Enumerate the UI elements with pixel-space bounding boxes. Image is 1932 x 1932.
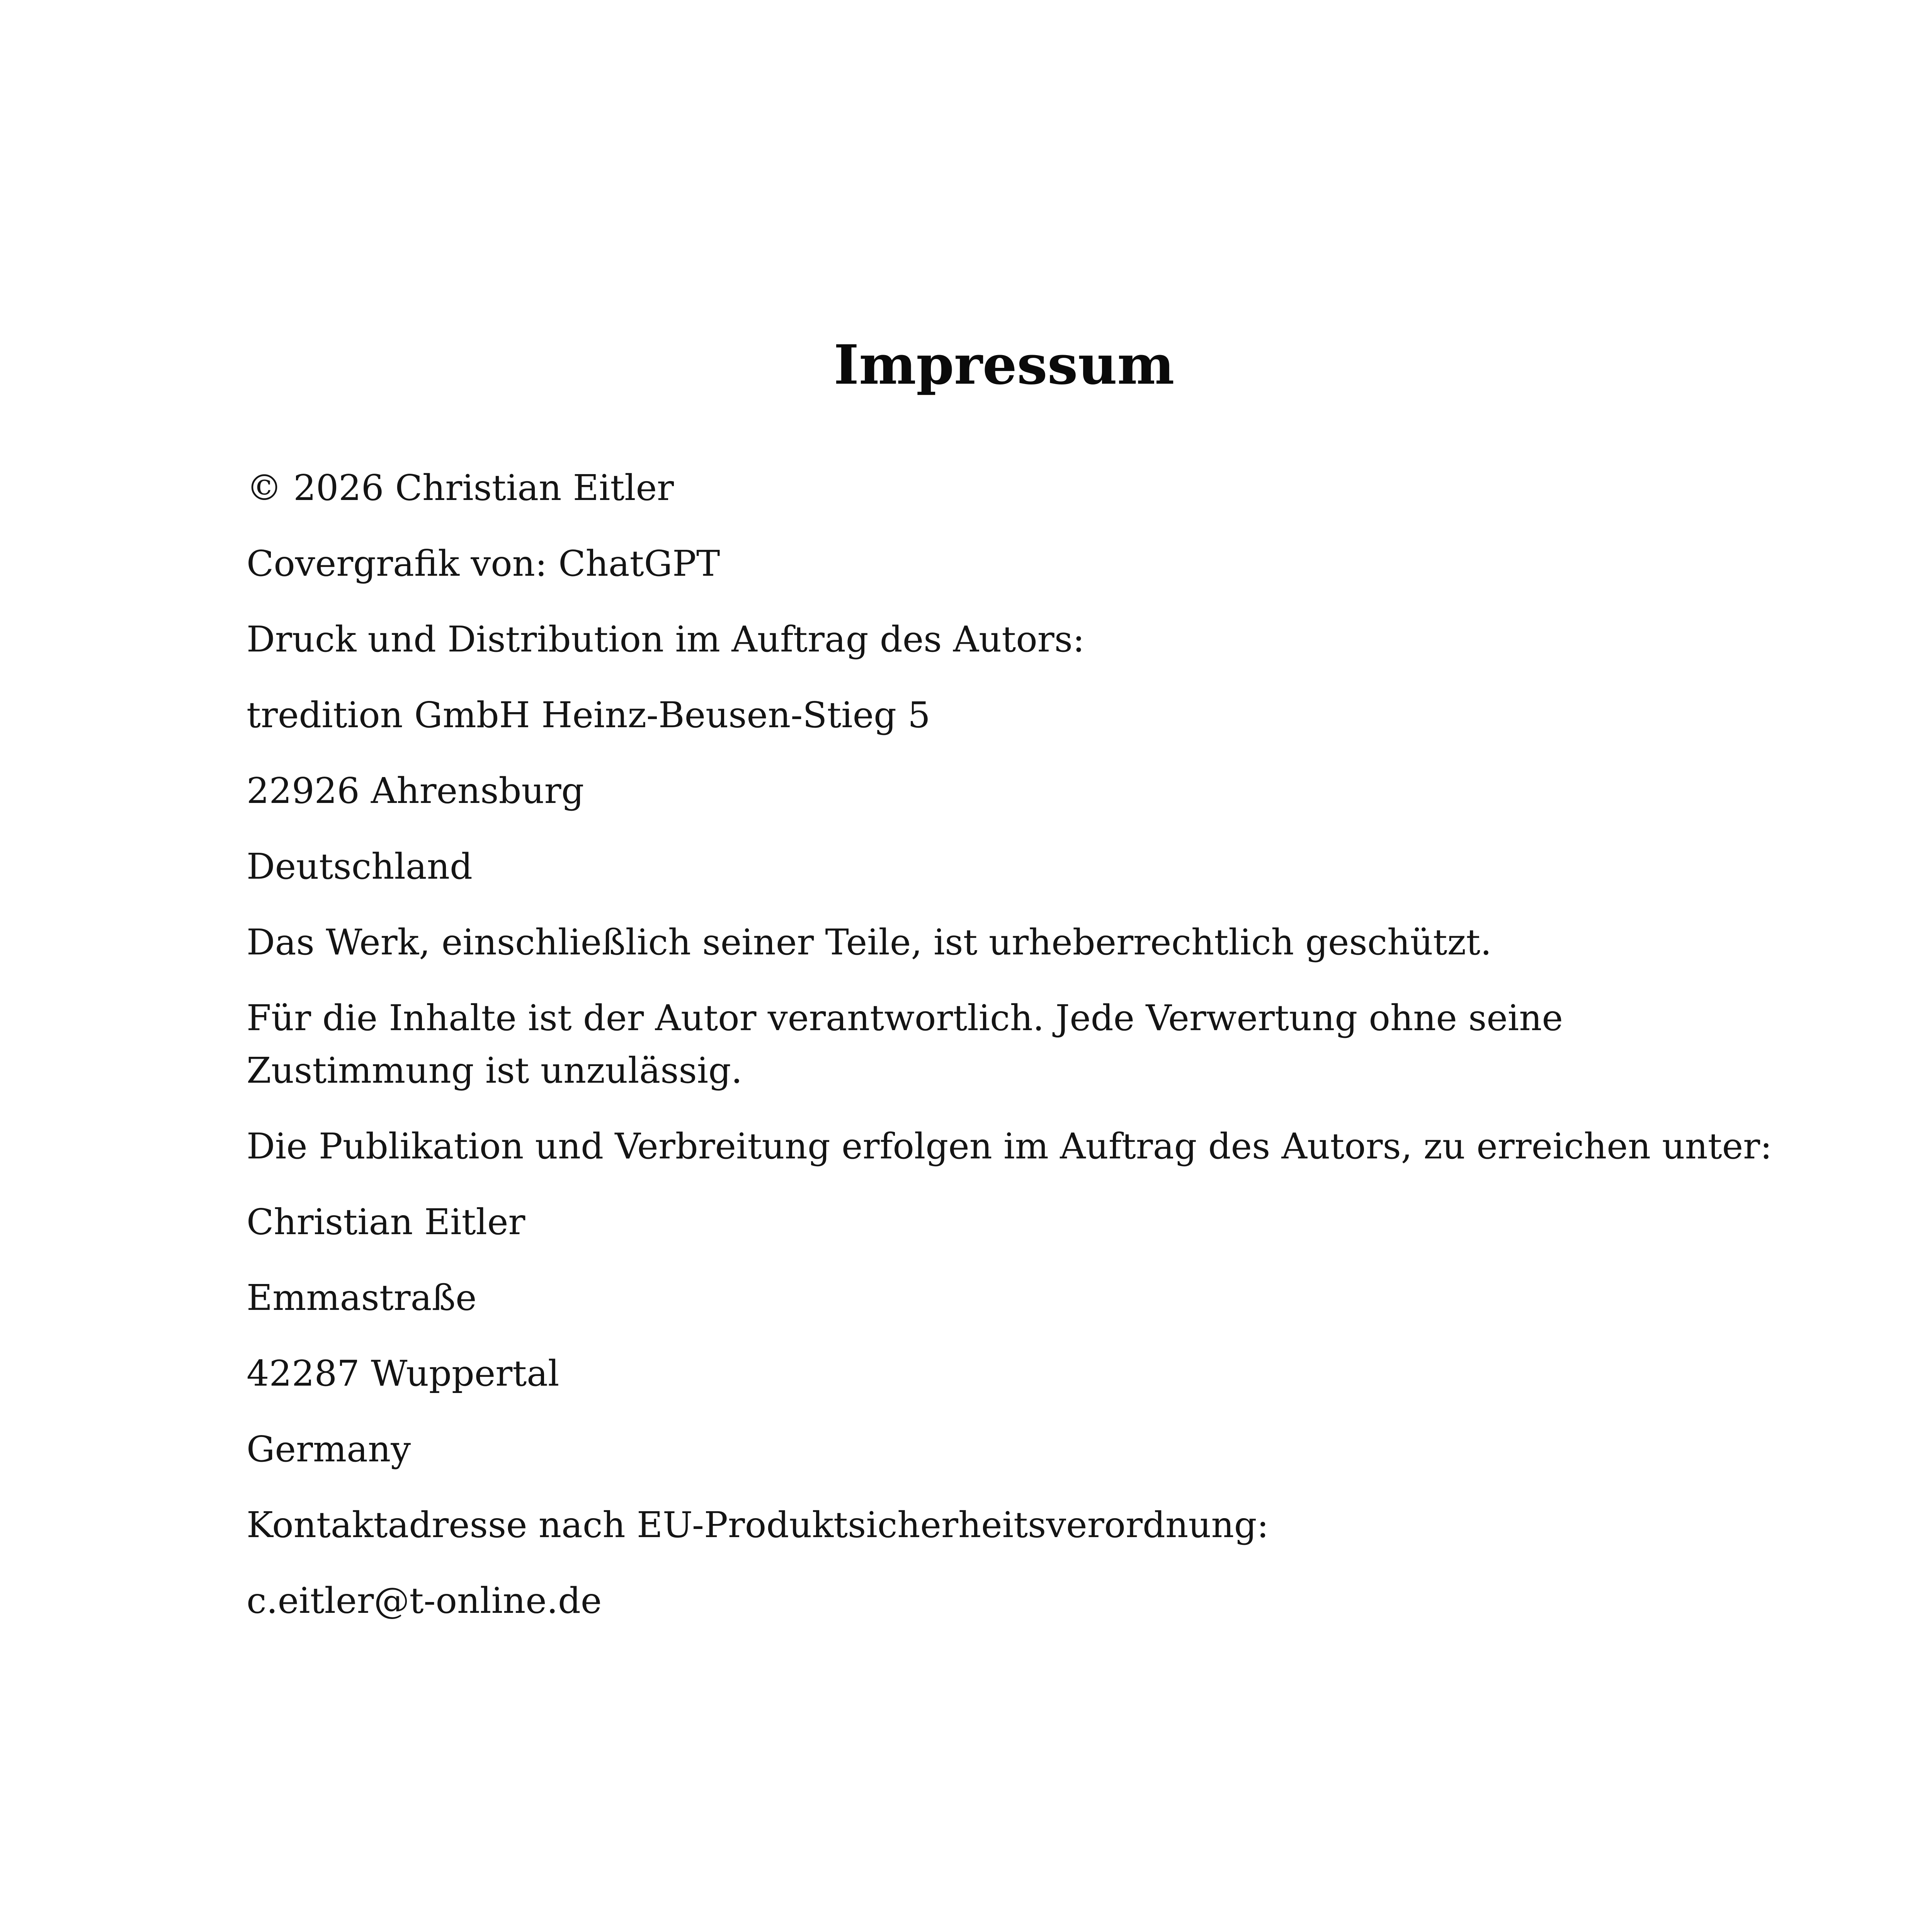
publisher-address-country: Deutschland (247, 846, 473, 887)
contact-email: c.eitler@t-online.de (247, 1580, 602, 1621)
distribution-line: Druck und Distribution im Auftrag des Autors: (247, 619, 1085, 660)
author-address-country: Germany (247, 1429, 411, 1470)
publication-notice: Die Publikation und Verbreitung erfolgen im Auftrag des Autors, zu erreichen unter: (247, 1126, 1772, 1167)
publisher-address-street: tredition GmbH Heinz-Beusen-Stieg 5 (247, 694, 930, 736)
copyright-line: © 2026 Christian Eitler (247, 467, 674, 509)
copyright-notice: Das Werk, einschließlich seiner Teile, ist urheberrechtlich geschützt. (247, 922, 1492, 963)
page-title: Impressum (833, 333, 1175, 397)
author-name: Christian Eitler (247, 1201, 526, 1243)
cover-credit-line: Covergrafik von: ChatGPT (247, 543, 720, 584)
publisher-address-city: 22926 Ahrensburg (247, 770, 584, 811)
responsibility-notice: Für die Inhalte ist der Autor verantwortlich. Jede Verwertung ohne seine Zustimmung ist unzulässig. (247, 997, 1563, 1091)
imprint-body (247, 462, 1772, 1650)
contact-label: Kontaktadresse nach EU-Produktsicherheitsverordnung: (247, 1504, 1269, 1546)
author-address-street: Emmastraße (247, 1277, 477, 1318)
author-address-city: 42287 Wuppertal (247, 1353, 560, 1394)
